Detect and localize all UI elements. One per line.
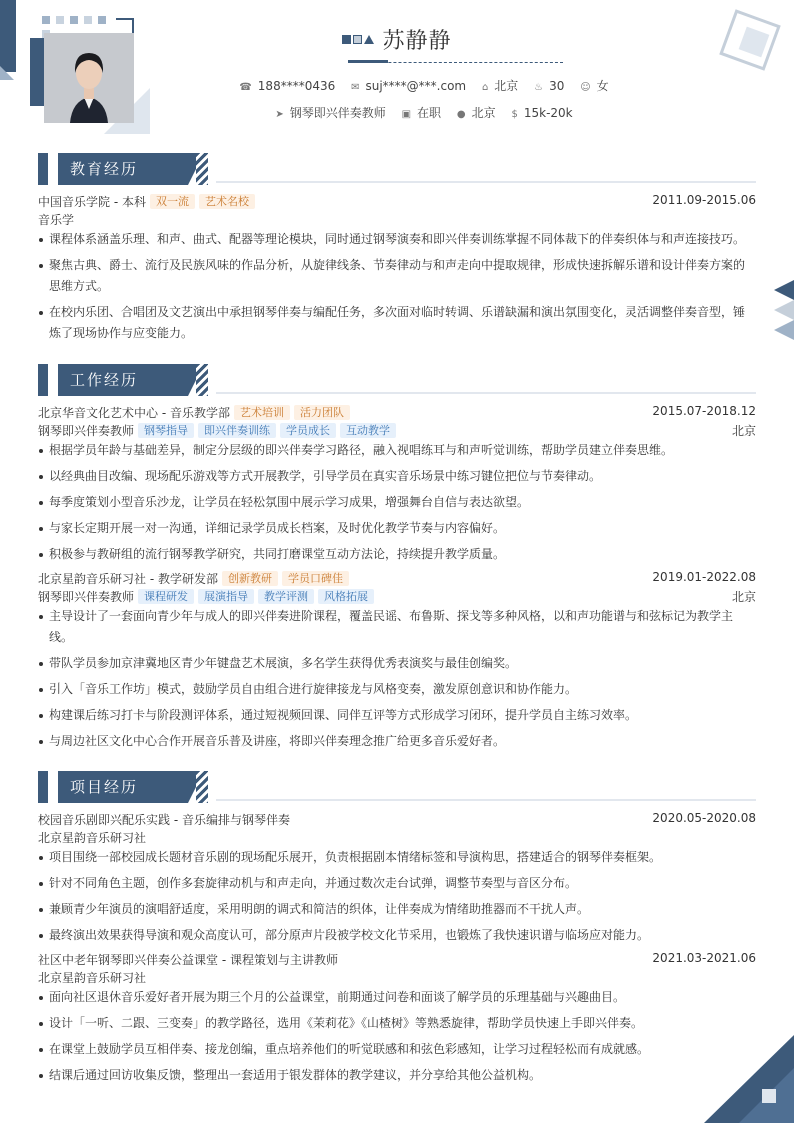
salary-value: 15k-20k (523, 106, 573, 120)
tag: 钢琴指导 (138, 423, 194, 438)
section-header-work (38, 364, 756, 396)
job-role-row (38, 588, 756, 606)
tag: 教学评测 (258, 589, 314, 604)
education-period: 2011.09-2015.06 (652, 193, 756, 207)
project-bullets (38, 987, 750, 1086)
age-item (534, 79, 564, 93)
tag: 艺术名校 (199, 194, 255, 209)
phone-item (239, 79, 335, 93)
project-org: 北京星韵音乐研习社 (38, 971, 147, 985)
contact-row (118, 77, 730, 94)
project-period: 2020.05-2020.08 (652, 811, 756, 825)
list-item: 与家长定期开展一对一沟通，详细记录学员成长档案，及时优化教学节奏与内容偏好。 (38, 518, 750, 539)
mail-icon: ✉ (351, 82, 360, 93)
list-item: 设计「一听、二跟、三变奏」的教学路径，选用《茉莉花》《山楂树》等熟悉旋律，帮助学员快速上手即兴伴奏。 (38, 1013, 750, 1034)
job-bullets (38, 606, 750, 752)
name-row (0, 24, 794, 55)
education-major-row (38, 211, 756, 229)
project-entry-header (38, 811, 756, 829)
decor-side-arrow (774, 320, 794, 340)
list-item: 在校内乐团、合唱团及文艺演出中承担钢琴伴奏与编配任务，多次面对临时转调、乐谱缺漏和演出氛围变化，灵活调整伴奏音型，锤炼了现场协作与应变能力。 (38, 302, 750, 344)
project-bullets (38, 847, 750, 946)
gender-item (580, 77, 608, 94)
tag: 互动教学 (340, 423, 396, 438)
decor-bottom-right-square (762, 1089, 776, 1103)
tag: 创新教研 (222, 571, 278, 586)
decor-left-triangle (0, 66, 14, 80)
list-item: 针对不同角色主题，创作多套旋律动机与和声走向，并通过数次走台试弹，调整节奏型与音区分布。 (38, 873, 750, 894)
tag: 即兴伴奏训练 (198, 423, 276, 438)
job-role: 钢琴即兴伴奏教师 (38, 590, 135, 604)
phone-icon: ☎ (239, 82, 252, 93)
tag: 双一流 (150, 194, 195, 209)
project-name: 社区中老年钢琴即兴伴奏公益课堂 - 课程策划与主讲教师 (38, 953, 338, 967)
job-intent-value: 钢琴即兴伴奏教师 (289, 106, 386, 120)
intent-row (118, 104, 730, 121)
list-item: 面向社区退休音乐爱好者开展为期三个月的公益课堂，前期通过问卷和面谈了解学员的乐理基础与兴趣曲目。 (38, 987, 750, 1008)
list-item: 兼顾青少年演员的演唱舒适度，采用明朗的调式和简洁的织体，让伴奏成为情绪助推器而不干扰人声。 (38, 899, 750, 920)
decor-dots (42, 13, 122, 21)
project-period: 2021.03-2021.06 (652, 951, 756, 965)
job-entry-header (38, 404, 756, 422)
tag: 课程研发 (138, 589, 194, 604)
section-header-education (38, 153, 756, 185)
job-city: 北京 (731, 424, 756, 438)
project-org-row (38, 969, 756, 987)
tag: 艺术培训 (234, 405, 290, 420)
project-name: 校园音乐剧即兴配乐实践 - 音乐编排与钢琴伴奏 (38, 813, 290, 827)
expected-city-value: 北京 (471, 106, 496, 120)
home-icon: ⌂ (481, 82, 489, 93)
tag: 学员口碑佳 (282, 571, 349, 586)
list-item: 与周边社区文化中心合作开展音乐普及讲座，将即兴伴奏理念推广给更多音乐爱好者。 (38, 731, 750, 752)
job-intent-item (275, 104, 385, 121)
job-entry-header (38, 570, 756, 588)
section-title: 项目经历 (58, 771, 188, 803)
cake-icon: ♨ (534, 82, 544, 93)
project-entry-header (38, 951, 756, 969)
list-item: 最终演出效果获得导演和观众高度认可，部分原声片段被学校文化节采用，也锻炼了我快速识谱与临场应对能力。 (38, 925, 750, 946)
job-period: 2019.01-2022.08 (652, 570, 756, 584)
list-item: 带队学员参加京津冀地区青少年键盘艺术展演，多名学生获得优秀表演奖与最佳创编奖。 (38, 653, 750, 674)
tag: 风格拓展 (318, 589, 374, 604)
major: 音乐学 (38, 213, 75, 227)
list-item: 引入「音乐工作坊」模式，鼓励学员自由组合进行旋律接龙与风格变奏，激发原创意识和协作能力。 (38, 679, 750, 700)
location-item (482, 77, 518, 94)
job-city: 北京 (731, 590, 756, 604)
briefcase-icon: ▣ (401, 109, 412, 120)
expected-city-item (457, 104, 496, 121)
job-role-row (38, 422, 756, 440)
send-icon: ➤ (275, 109, 284, 120)
tag: 学员成长 (280, 423, 336, 438)
phone-value: 188****0436 (257, 79, 336, 93)
gender-value: 女 (596, 79, 609, 93)
location-pin-icon: ● (456, 109, 466, 120)
project-org-row (38, 829, 756, 847)
project-org: 北京星韵音乐研习社 (38, 831, 147, 845)
school-name: 中国音乐学院 - 本科 (38, 195, 146, 209)
list-item: 在课堂上鼓励学员互相伴奏、接龙创编，重点培养他们的听觉联感和和弦色彩感知，让学习过程轻松而有成就感。 (38, 1039, 750, 1060)
education-bullets (38, 229, 750, 344)
name-underline-accent (348, 60, 388, 63)
location-value: 北京 (494, 79, 519, 93)
age-value: 30 (549, 79, 565, 93)
tag: 活力团队 (294, 405, 350, 420)
job-bullets (38, 440, 750, 565)
name-marker-icons (342, 33, 376, 47)
smile-icon: ☺ (580, 82, 591, 93)
money-icon: $ (511, 109, 518, 120)
list-item: 课程体系涵盖乐理、和声、曲式、配器等理论模块，同时通过钢琴演奏和即兴伴奏训练掌握不同体裁下的伴奏织体与和声连接技巧。 (38, 229, 750, 250)
section-title: 工作经历 (58, 364, 188, 396)
list-item: 积极参与教研组的流行钢琴教学研究，共同打磨课堂互动方法论，持续提升教学质量。 (38, 544, 750, 565)
email-value: suj****@***.com (365, 79, 467, 93)
list-item: 结课后通过回访收集反馈，整理出一套适用于银发群体的教学建议，并分享给其他公益机构。 (38, 1065, 750, 1086)
decor-side-arrow (774, 280, 794, 300)
section-title: 教育经历 (58, 153, 188, 185)
list-item: 项目围绕一部校园成长题材音乐剧的现场配乐展开，负责根据剧本情绪标签和导演构思，搭建适合的钢琴伴奏框架。 (38, 847, 750, 868)
list-item: 每季度策划小型音乐沙龙，让学员在轻松氛围中展示学习成果，增强舞台自信与表达欲望。 (38, 492, 750, 513)
candidate-name: 苏静静 (382, 29, 452, 54)
decor-side-arrow (774, 300, 794, 320)
company-name: 北京星韵音乐研习社 - 教学研发部 (38, 572, 218, 586)
list-item: 聚焦古典、爵士、流行及民族风味的作品分析，从旋律线条、节奏律动与和声走向中提取规律，形成快速拆解乐谱和设计伴奏方案的思维方式。 (38, 255, 750, 297)
email-item (351, 79, 466, 93)
section-header-projects (38, 771, 756, 803)
status-item (402, 104, 441, 121)
list-item: 以经典曲目改编、现场配乐游戏等方式开展教学，引导学员在真实音乐场景中练习键位把位与节奏律动。 (38, 466, 750, 487)
list-item: 根据学员年龄与基础差异，制定分层级的即兴伴奏学习路径，融入视唱练耳与和声听觉训练，帮助学员建立伴奏思维。 (38, 440, 750, 461)
list-item: 构建课后练习打卡与阶段测评体系，通过短视频回课、同伴互评等方式形成学习闭环，提升学员自主练习效率。 (38, 705, 750, 726)
company-name: 北京华音文化艺术中心 - 音乐教学部 (38, 406, 230, 420)
status-value: 在职 (417, 106, 442, 120)
job-period: 2015.07-2018.12 (652, 404, 756, 418)
tag: 展演指导 (198, 589, 254, 604)
salary-item (511, 106, 572, 120)
job-role: 钢琴即兴伴奏教师 (38, 424, 135, 438)
list-item: 主导设计了一套面向青少年与成人的即兴伴奏进阶课程，覆盖民谣、布鲁斯、探戈等多种风格，以和声功能谱与和弦标记为教学主线。 (38, 606, 750, 648)
education-entry-header (38, 193, 756, 211)
